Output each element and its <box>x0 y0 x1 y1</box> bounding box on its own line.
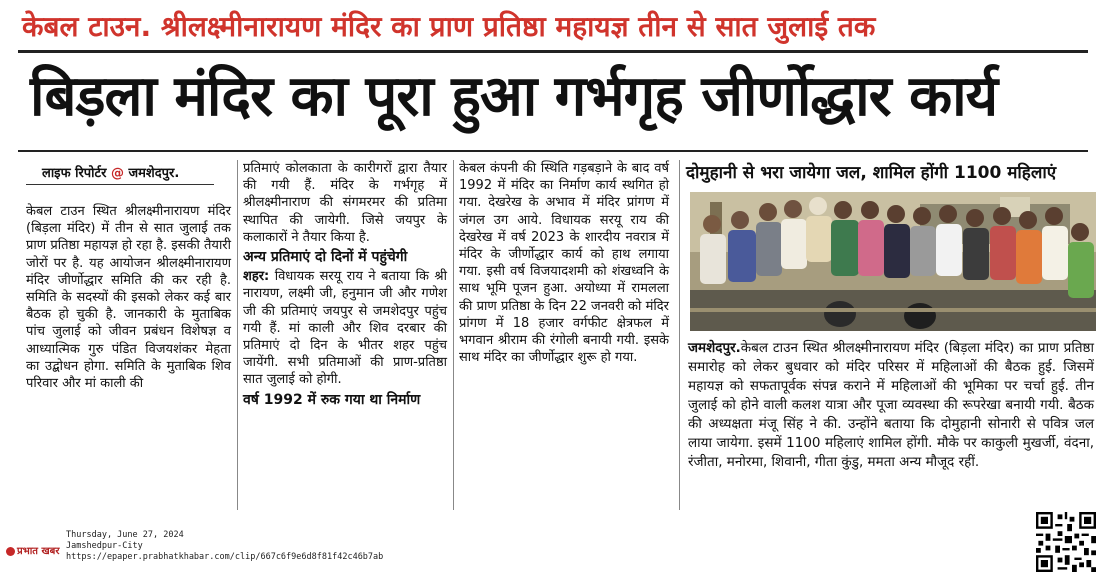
article-column-1: केबल टाउन स्थित श्रीलक्ष्मीनारायण मंदिर (बिड़ला मंदिर) में तीन से सात जुलाई तक प्राण प्रतिष्ठा महायज्ञ हो रहा है. इसकी तैयारी जोरों पर है. यह आयोजन श्रीलक्ष्मीनारायण मंदिर जीर्णोद्धार समिति की कर रही है. समिति के सदस्यों की इसको लेकर कई बार बैठक हो चुकी है. जानकारी के मुताबिक पांच जुलाई को जीवन प्रबंधन विशेषज्ञ व आध्यात्मिक गुरु पंडित विजयशंकर मेहता का उद्बोधन होगा. समिति के मुताबिक शिव परिवार और मां काली की <box>26 204 231 392</box>
article-column-3: केबल कंपनी की स्थिति गड़बड़ाने के बाद वर्ष 1992 में मंदिर का निर्माण कार्य स्थगित हो गया. देखरेख के अभाव में मंदिर प्रांगण में जंगल उग आये. विधायक सरयू राय की देखरेख में वर्ष 2023 के शारदीय नवरात्र में मंदिर के जीर्णोद्धार कार्य को हाथ लगाया गया. इसी वर्ष विजयादशमी को शंखध्वनि के साथ भूमि पूजन हुआ. अयोध्या में रामलला की प्राण प्रतिष्ठा के दिन 22 जनवरी को मंदिर प्रांगण में 18 हजार वर्गफीट क्षेत्रफल में भगवान श्रीराम की रंगोली बनायी गयी. इसके साथ मंदिर का जीर्णोद्धार शुरू हो गया. <box>459 161 669 366</box>
byline-prefix: लाइफ रिपोर्टर <box>42 166 107 181</box>
side-story-heading: दोमुहानी से भरा जायेगा जल, शामिल होंगी 1100 महिलाएं <box>686 163 1057 183</box>
qr-code-icon[interactable] <box>1036 512 1096 572</box>
byline-place: जमशेदपुर. <box>128 166 180 181</box>
meeting-photo <box>690 192 1096 331</box>
side-story-body: केबल टाउन स्थित श्रीलक्ष्मीनारायण मंदिर (बिड़ला मंदिर) का प्राण प्रतिष्ठा समारोह को लेकर बुधवार को मंदिर परिसर में महिलाओं की बैठक हुई. जिसमें महायज्ञ को सफतापूर्वक संपन्न कराने में महिलाओं की भूमिका पर चर्चा हुई. तीन जुलाई को होने वाली कलश यात्रा और पूजा व्यवस्था की रूपरेखा बनायी गयी. बैठक की अध्यक्षता मंजू सिंह ने की. उन्होंने बताया कि दोमुहानी सोनारी से पवित्र जल लाया जायेगा. इसमें 1100 महिलाएं शामिल होंगी. मौके पर काकुली मुखर्जी, वंदना, रंजीता, मनोरमा, शिवानी, गीता कुंडु, ममता अन्य मौजूद रहीं. <box>688 340 1094 470</box>
column-2-paragraph-2: विधायक सरयू राय ने बताया कि श्री नारायण, लक्ष्मी जी, हनुमान जी और गणेश जी की प्रतिमाएं जयपुर से जमशेदपुर पहुंच गयी हैं. मां काली और शिव दरबार की प्रतिमाएं दो दिन के भीतर शहर पहुंच जायेंगी. सभी प्रतिमाओं की प्राण-प्रतिष्ठा सात जुलाई को होगी. <box>243 269 447 388</box>
subheading-construction-halted: वर्ष 1992 में रुक गया था निर्माण <box>243 391 421 408</box>
subheading-idols-arriving: अन्य प्रतिमाएं दो दिनों में पहुंचेगी <box>243 249 408 266</box>
logo-mark-icon <box>6 547 15 556</box>
clip-date: Thursday, June 27, 2024 <box>66 530 184 540</box>
prabhat-khabar-logo <box>6 543 64 565</box>
clip-url[interactable]: https://epaper.prabhatkhabar.com/clip/667c6f9e6d8f81f42c46b7ab <box>66 552 384 562</box>
byline-rule <box>26 184 214 185</box>
kicker-headline: केबल टाउन. श्रीलक्ष्मीनारायण मंदिर का प्राण प्रतिष्ठा महायज्ञ तीन से सात जुलाई तक <box>22 10 876 43</box>
column-2-paragraph-1: प्रतिमाएं कोलकाता के कारीगरों द्वारा तैयार की गयी हैं. मंदिर के गर्भगृह में श्रीलक्ष्मीनाराण की संगमरमर की प्रतिमा स्थापित की जायेगी. जिसे जयपुर के कलाकारों ने तैयार किया है. <box>243 161 447 245</box>
column-divider <box>453 160 454 510</box>
clip-footer <box>66 530 383 563</box>
side-story-text <box>688 339 1094 472</box>
top-rule <box>18 50 1088 53</box>
column-divider <box>237 160 238 510</box>
byline <box>42 163 222 181</box>
side-story-dateline: जमशेदपुर. <box>688 340 741 356</box>
headline-rule <box>18 150 1088 152</box>
article-column-2 <box>243 160 447 411</box>
clip-city: Jamshedpur-City <box>66 541 143 551</box>
logo-text: प्रभात खबर <box>17 546 60 557</box>
byline-at: @ <box>110 166 124 181</box>
column-divider <box>679 160 680 510</box>
dateline-city: शहर: <box>243 269 270 285</box>
main-headline: बिड़ला मंदिर का पूरा हुआ गर्भगृह जीर्णोद्धार कार्य <box>30 64 998 129</box>
